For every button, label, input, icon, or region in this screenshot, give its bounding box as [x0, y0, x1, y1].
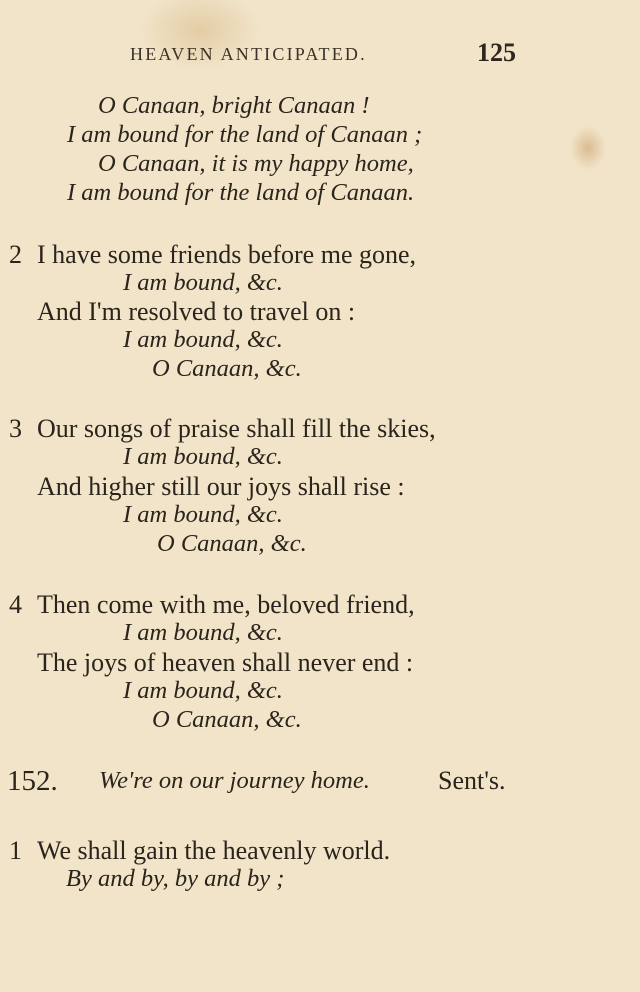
verse-refrain: I am bound, &c.: [123, 443, 283, 470]
running-header: HEAVEN ANTICIPATED.: [130, 44, 367, 64]
verse-number: 2: [9, 240, 22, 269]
verse-number: 1: [9, 836, 22, 865]
verse-line: We shall gain the heavenly world.: [37, 836, 391, 865]
verse-chorus-ref: O Canaan, &c.: [152, 706, 302, 733]
verse-line: Our songs of praise shall fill the skies,: [37, 414, 436, 443]
hymn-number: 152.: [7, 765, 58, 797]
verse-number: 4: [9, 590, 22, 619]
verse-refrain: By and by, by and by ;: [66, 865, 285, 892]
chorus-line-2: I am bound for the land of Canaan ;: [67, 121, 423, 148]
verse-refrain: I am bound, &c.: [123, 269, 283, 296]
verse-line: And higher still our joys shall rise :: [37, 472, 405, 501]
verse-refrain: I am bound, &c.: [123, 619, 283, 646]
verse-refrain: I am bound, &c.: [123, 677, 283, 704]
chorus-line-3: O Canaan, it is my happy home,: [98, 150, 414, 177]
verse-refrain: I am bound, &c.: [123, 326, 283, 353]
verse-refrain: I am bound, &c.: [123, 501, 283, 528]
verse-line: I have some friends before me gone,: [37, 240, 417, 269]
verse-chorus-ref: O Canaan, &c.: [157, 530, 307, 557]
verse-line: The joys of heaven shall never end :: [37, 648, 414, 677]
verse-line: Then come with me, beloved friend,: [37, 590, 415, 619]
verse-chorus-ref: O Canaan, &c.: [152, 355, 302, 382]
verse-number: 3: [9, 414, 22, 443]
chorus-line-1: O Canaan, bright Canaan !: [98, 92, 370, 119]
hymn-tune: Sent's.: [438, 766, 506, 795]
verse-line: And I'm resolved to travel on :: [37, 297, 356, 326]
chorus-line-4: I am bound for the land of Canaan.: [67, 179, 415, 206]
page-number: 125: [477, 38, 516, 67]
hymn-title: We're on our journey home.: [99, 767, 370, 794]
